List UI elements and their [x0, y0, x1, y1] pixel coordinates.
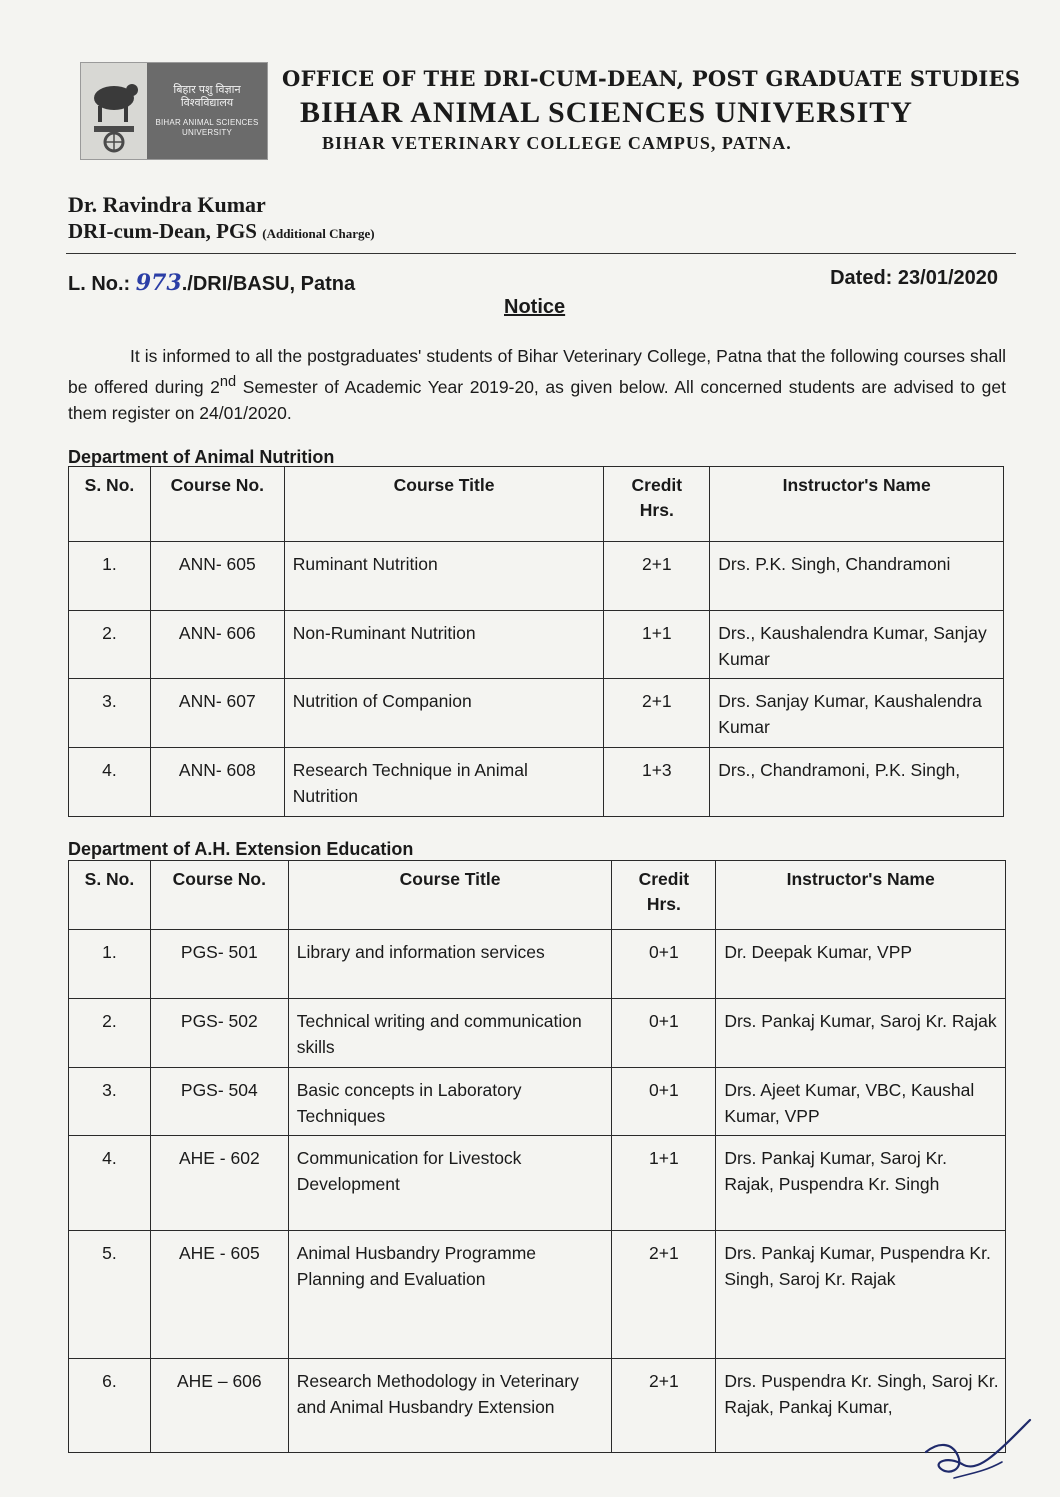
cell-course-no: ANN- 606 [150, 611, 284, 679]
notice-body-part2: Semester of Academic Year 2019-20, as given below. All concerned students are advised to get them register on 24/01/2020. [68, 376, 1006, 423]
cell-instructor: Drs. Pankaj Kumar, Saroj Kr. Rajak [716, 999, 1006, 1068]
cell-instructor: Drs. Pankaj Kumar, Saroj Kr. Rajak, Puspendra Kr. Singh [716, 1136, 1006, 1231]
header-sno: S. No. [69, 861, 151, 930]
cell-course-no: PGS- 504 [150, 1068, 288, 1136]
course-table-animal-nutrition [68, 466, 1004, 817]
header-instructor: Instructor's Name [710, 467, 1004, 542]
table-row [69, 542, 1004, 611]
cell-instructor: Drs. Ajeet Kumar, VBC, Kaushal Kumar, VPP [716, 1068, 1006, 1136]
cell-course-no: ANN- 605 [150, 542, 284, 611]
department-title: Department of A.H. Extension Education [68, 839, 414, 859]
cell-sno: 5. [69, 1231, 151, 1359]
header-course-title: Course Title [284, 467, 604, 542]
logo-hindi-line1: बिहार पशु विज्ञान [173, 84, 241, 96]
cell-course-no: ANN- 607 [150, 679, 284, 748]
cell-credit: 1+3 [604, 748, 710, 817]
header-credit: Credit [638, 869, 690, 889]
cell-sno: 1. [69, 542, 151, 611]
header-instructor: Instructor's Name [716, 861, 1006, 930]
cell-instructor: Drs., Kaushalendra Kumar, Sanjay Kumar [710, 611, 1004, 679]
cell-instructor: Dr. Deepak Kumar, VPP [716, 930, 1006, 999]
cell-instructor: Drs. P.K. Singh, Chandramoni [710, 542, 1004, 611]
cell-instructor: Drs. Puspendra Kr. Singh, Saroj Kr. Rajak, Pankaj Kumar, [716, 1359, 1006, 1453]
header-credit-hrs [604, 467, 710, 542]
cell-instructor: Drs. Pankaj Kumar, Puspendra Kr. Singh, Saroj Kr. Rajak [716, 1231, 1006, 1359]
cell-course-no: AHE - 605 [150, 1231, 288, 1359]
cell-course-no: PGS- 501 [150, 930, 288, 999]
table-row [69, 1068, 1006, 1136]
table-row [69, 679, 1004, 748]
course-table-ah-extension [68, 860, 1006, 1453]
cell-course-title: Communication for Livestock Development [288, 1136, 612, 1231]
cell-credit: 2+1 [612, 1231, 716, 1359]
notice-body-part1: It is informed to all the postgraduates' students of Bihar Veterinary College, Patna that the following courses shall be offered during 2 [68, 346, 1006, 397]
table-header-row [69, 861, 1006, 930]
university-logo [80, 62, 268, 160]
header-credit-hrs [612, 861, 716, 930]
sender-role-title: DRI-cum-Dean, PGS [68, 219, 257, 243]
cell-sno: 4. [69, 1136, 151, 1231]
cell-course-title: Basic concepts in Laboratory Techniques [288, 1068, 612, 1136]
cell-sno: 4. [69, 748, 151, 817]
cell-course-title: Ruminant Nutrition [284, 542, 604, 611]
cell-sno: 3. [69, 679, 151, 748]
notice-title: Notice [504, 296, 566, 318]
cell-course-title: Non-Ruminant Nutrition [284, 611, 604, 679]
department-title: Department of Animal Nutrition [68, 447, 335, 467]
letter-number-suffix: ./DRI/BASU, Patna [181, 273, 356, 295]
sender-role [68, 219, 375, 244]
header-course-no: Course No. [150, 861, 288, 930]
sender-name: Dr. Ravindra Kumar [68, 192, 266, 217]
cell-course-title: Research Technique in Animal Nutrition [284, 748, 604, 817]
header-hrs: Hrs. [639, 500, 674, 520]
office-title: OFFICE OF THE DRI-CUM-DEAN, POST GRADUATE STUDIES [282, 66, 1021, 91]
notice-body-sup: nd [219, 374, 237, 390]
cow-emblem-icon [81, 63, 147, 159]
cell-credit: 0+1 [612, 930, 716, 999]
cell-course-title: Library and information services [288, 930, 612, 999]
cell-credit: 0+1 [612, 1068, 716, 1136]
letter-number-handwritten: 973 [135, 270, 182, 296]
cell-sno: 6. [69, 1359, 151, 1453]
logo-english-line1: BIHAR ANIMAL SCIENCES [155, 118, 259, 127]
table-row [69, 999, 1006, 1068]
university-name: BIHAR ANIMAL SCIENCES UNIVERSITY [300, 96, 913, 129]
table-row [69, 1231, 1006, 1359]
header-sno: S. No. [69, 467, 151, 542]
signature-icon [918, 1412, 1036, 1492]
cell-credit: 0+1 [612, 999, 716, 1068]
cell-sno: 2. [69, 611, 151, 679]
cell-instructor: Drs., Chandramoni, P.K. Singh, [710, 748, 1004, 817]
header-divider [66, 253, 1016, 254]
table-row [69, 1359, 1006, 1453]
cell-credit: 2+1 [612, 1359, 716, 1453]
letter-date: Dated: 23/01/2020 [830, 267, 998, 289]
cell-credit: 1+1 [604, 611, 710, 679]
cell-course-no: AHE – 606 [150, 1359, 288, 1453]
table-header-row [69, 467, 1004, 542]
header-course-no: Course No. [150, 467, 284, 542]
header-credit: Credit [631, 475, 683, 495]
cell-course-title: Animal Husbandry Programme Planning and Evaluation [288, 1231, 612, 1359]
cell-instructor: Drs. Sanjay Kumar, Kaushalendra Kumar [710, 679, 1004, 748]
cell-course-no: ANN- 608 [150, 748, 284, 817]
cell-course-title: Nutrition of Companion [284, 679, 604, 748]
table-row [69, 930, 1006, 999]
cell-credit: 2+1 [604, 542, 710, 611]
logo-english-line2: UNIVERSITY [181, 128, 232, 137]
cell-course-no: PGS- 502 [150, 999, 288, 1068]
letter-number [68, 270, 355, 296]
table-row [69, 1136, 1006, 1231]
cell-course-title: Technical writing and communication skills [288, 999, 612, 1068]
table-row [69, 611, 1004, 679]
cell-course-no: AHE - 602 [150, 1136, 288, 1231]
campus-address: BIHAR VETERINARY COLLEGE CAMPUS, PATNA. [322, 133, 792, 153]
cell-sno: 2. [69, 999, 151, 1068]
cell-credit: 1+1 [612, 1136, 716, 1231]
cell-sno: 3. [69, 1068, 151, 1136]
letter-number-prefix: L. No.: [68, 273, 131, 295]
cell-credit: 2+1 [604, 679, 710, 748]
cell-sno: 1. [69, 930, 151, 999]
notice-body [68, 343, 1006, 426]
cell-course-title: Research Methodology in Veterinary and Animal Husbandry Extension [288, 1359, 612, 1453]
header-course-title: Course Title [288, 861, 612, 930]
table-row [69, 748, 1004, 817]
logo-hindi-line2: विश्वविद्यालय [180, 97, 234, 109]
sender-role-note: (Additional Charge) [262, 226, 375, 241]
header-hrs: Hrs. [646, 894, 681, 914]
